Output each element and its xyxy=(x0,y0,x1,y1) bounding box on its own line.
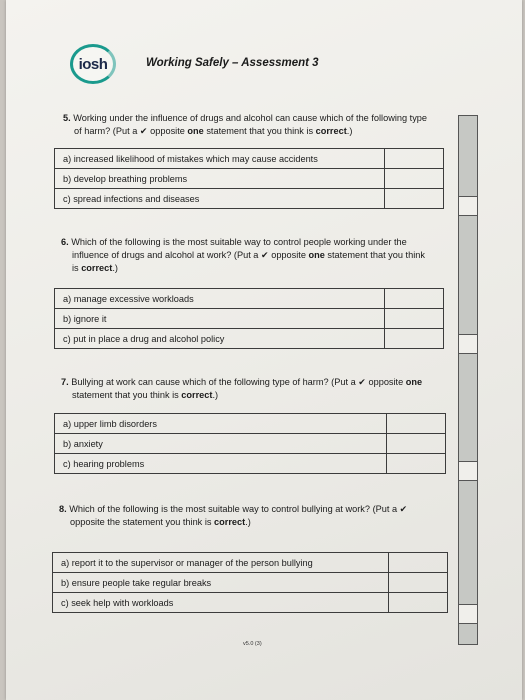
question-6 xyxy=(61,236,453,275)
option-label: a) upper limb disorders xyxy=(55,414,387,434)
answer-box[interactable] xyxy=(389,593,448,613)
answer-box[interactable] xyxy=(389,553,448,573)
question-emphasis: correct xyxy=(181,390,213,400)
iosh-logo xyxy=(70,44,116,84)
question-emphasis: correct xyxy=(315,126,347,136)
option-row xyxy=(53,573,448,593)
question-text: statement that you think is xyxy=(203,126,316,136)
question-emphasis: correct xyxy=(81,263,113,273)
question-text: .) xyxy=(346,126,353,136)
question-text: statement that you think is xyxy=(72,390,182,400)
question-emphasis: one xyxy=(405,377,423,387)
logo-text: iosh xyxy=(78,55,108,73)
question-text: statement that you think xyxy=(324,250,425,260)
option-label: b) anxiety xyxy=(55,434,387,454)
option-label: a) increased likelihood of mistakes which may cause accidents xyxy=(55,149,385,169)
question-number: 7. xyxy=(61,377,69,387)
page-title: Working Safely – Assessment 3 xyxy=(146,57,319,69)
answer-box[interactable] xyxy=(387,434,446,454)
option-row xyxy=(55,169,444,189)
strip-segment xyxy=(459,334,477,354)
answer-box[interactable] xyxy=(387,414,446,434)
question-text: .) xyxy=(212,390,219,400)
question-text: Which of the following is the most suitable way to control bullying at work? (Put a ✔ xyxy=(69,504,408,514)
question-8-options xyxy=(52,552,448,613)
strip-segment xyxy=(459,461,477,481)
option-row xyxy=(55,434,446,454)
question-7-options xyxy=(54,413,446,474)
question-7 xyxy=(61,376,453,402)
option-row xyxy=(55,309,444,329)
option-row xyxy=(55,149,444,169)
answer-box[interactable] xyxy=(385,189,444,209)
question-6-options xyxy=(54,288,444,349)
question-text: .) xyxy=(245,517,251,527)
question-number: 5. xyxy=(63,113,71,123)
question-emphasis: one xyxy=(187,126,204,136)
question-5-options xyxy=(54,148,444,209)
option-label: b) ignore it xyxy=(55,309,385,329)
question-emphasis: one xyxy=(308,250,325,260)
marking-strip xyxy=(458,115,478,645)
question-text: Which of the following is the most suitable way to control people working under the xyxy=(71,237,407,247)
option-row xyxy=(55,329,444,349)
option-label: a) report it to the supervisor or manager of the person bullying xyxy=(53,553,389,573)
question-number: 6. xyxy=(61,237,69,247)
answer-box[interactable] xyxy=(387,454,446,474)
option-label: b) ensure people take regular breaks xyxy=(53,573,389,593)
strip-segment xyxy=(459,196,477,216)
answer-box[interactable] xyxy=(385,329,444,349)
option-row xyxy=(55,189,444,209)
strip-segment xyxy=(459,604,477,624)
answer-box[interactable] xyxy=(385,149,444,169)
answer-box[interactable] xyxy=(385,169,444,189)
question-text: Working under the influence of drugs and alcohol can cause which of the following type xyxy=(73,113,428,123)
question-5 xyxy=(63,112,453,138)
question-emphasis: correct xyxy=(214,517,246,527)
version-label: v5.0 (3) xyxy=(243,641,262,647)
question-text: Bullying at work can cause which of the following type of harm? (Put a ✔ opposite xyxy=(71,377,406,387)
option-label: a) manage excessive workloads xyxy=(55,289,385,309)
option-row xyxy=(53,593,448,613)
answer-box[interactable] xyxy=(389,573,448,593)
option-label: c) hearing problems xyxy=(55,454,387,474)
question-text: .) xyxy=(112,263,118,273)
option-row xyxy=(53,553,448,573)
question-8 xyxy=(59,503,453,529)
assessment-page xyxy=(6,0,522,700)
option-row xyxy=(55,454,446,474)
option-label: c) put in place a drug and alcohol policy xyxy=(55,329,385,349)
option-label: c) spread infections and diseases xyxy=(55,189,385,209)
option-label: b) develop breathing problems xyxy=(55,169,385,189)
question-text: opposite the statement you think is xyxy=(70,517,215,527)
question-text: is xyxy=(72,263,82,273)
answer-box[interactable] xyxy=(385,289,444,309)
question-text: influence of drugs and alcohol at work? (Put a ✔ opposite xyxy=(72,250,309,260)
answer-box[interactable] xyxy=(385,309,444,329)
option-label: c) seek help with workloads xyxy=(53,593,389,613)
option-row xyxy=(55,414,446,434)
option-row xyxy=(55,289,444,309)
question-number: 8. xyxy=(59,504,67,514)
question-text: of harm? (Put a ✔ opposite xyxy=(74,126,188,136)
